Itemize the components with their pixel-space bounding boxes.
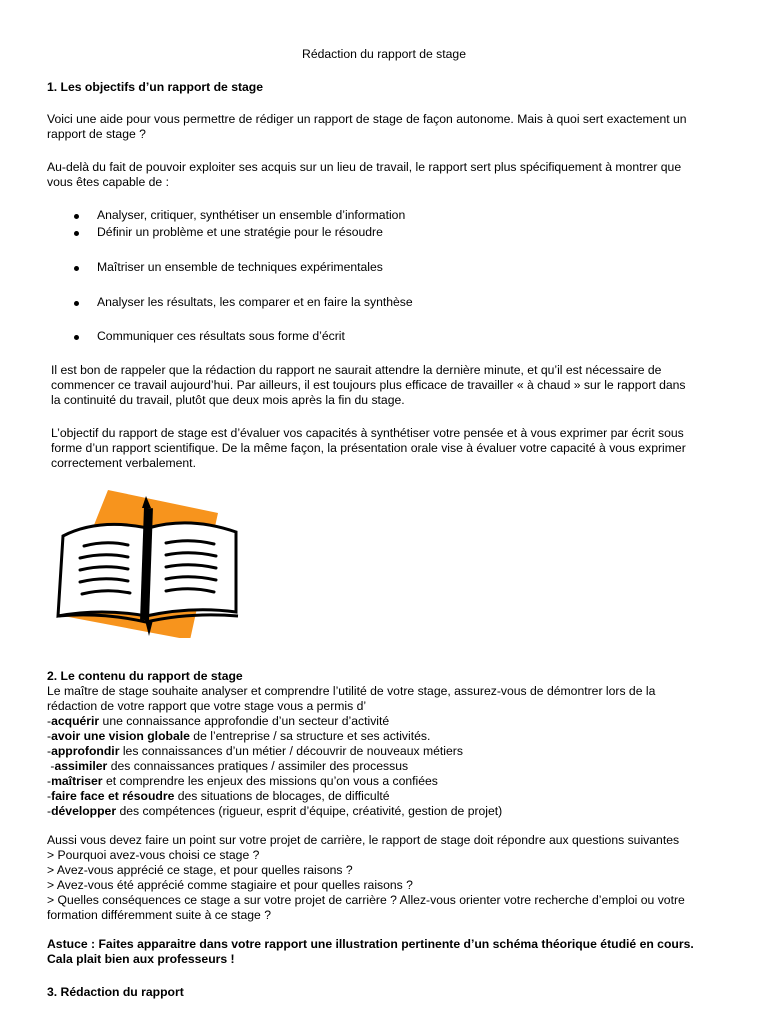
bullet-dot	[74, 231, 79, 236]
bullet-text: Communiquer ces résultats sous forme d’écrit	[97, 329, 345, 343]
bullet-dot	[74, 266, 79, 271]
bullet-dot	[74, 301, 79, 306]
bullet-text: Analyser les résultats, les comparer et en faire la synthèse	[97, 295, 413, 309]
question-line: > Avez-vous apprécié ce stage, et pour quelles raisons ?	[47, 863, 353, 877]
skills-list	[47, 714, 737, 819]
book-right-page	[146, 523, 236, 616]
section-1-intro	[47, 112, 737, 142]
section-1-heading: 1. Les objectifs d’un rapport de stage	[47, 80, 264, 94]
text-line: vous êtes capable de :	[47, 175, 169, 189]
text-line: correctement verbalement.	[51, 456, 196, 470]
text-line: rapport de stage ?	[47, 127, 146, 141]
bullet-text: Maîtriser un ensemble de techniques expérimentales	[97, 260, 383, 274]
questions-block	[47, 833, 737, 923]
tip-block	[47, 937, 737, 967]
section-2-heading: 2. Le contenu du rapport de stage	[47, 669, 243, 683]
bullet-text: Définir un problème et une stratégie pour le résoudre	[97, 225, 383, 239]
text-line: Il est bon de rappeler que la rédaction du rapport ne saurait attendre la dernière minute, et qu’il est nécessaire de	[51, 363, 662, 377]
text-line: rédaction de votre rapport que votre stage vous a permis d’	[47, 699, 367, 713]
text-line: Astuce : Faites apparaitre dans votre rapport une illustration pertinente d’un schéma théorique étudié en cours.	[47, 937, 694, 951]
text-line: Cala plait bien aux professeurs !	[47, 952, 235, 966]
bullet-dot	[74, 335, 79, 340]
book-left-page	[58, 524, 148, 616]
skill-item: -faire face et résoudre des situations de blocages, de difficulté	[47, 789, 390, 803]
question-line: formation différemment suite à ce stage ?	[47, 908, 272, 922]
text-line: L’objectif du rapport de stage est d’évaluer vos capacités à synthétiser votre pensée et à vous exprimer par écrit sous	[51, 426, 684, 440]
text-line: Le maître de stage souhaite analyser et comprendre l’utilité de votre stage, assurez-vous de démontrer lors de la	[47, 684, 656, 698]
paragraph-time	[51, 363, 741, 408]
text-line: Voici une aide pour vous permettre de rédiger un rapport de stage de façon autonome. Mais à quoi sert exactement un	[47, 112, 687, 126]
text-line: la continuité du travail, plutôt que deux mois après la fin du stage.	[51, 393, 405, 407]
skill-item: -avoir une vision globale de l’entreprise / sa structure et ses activités.	[47, 729, 431, 743]
skill-item: -acquérir une connaissance approfondie d’un secteur d’activité	[47, 714, 390, 728]
page-title: Rédaction du rapport de stage	[302, 47, 466, 61]
section-2-intro	[47, 684, 737, 714]
bullet-dot	[74, 214, 79, 219]
text-line: forme d’un rapport scientifique. De la même façon, la présentation orale vise à évaluer votre capacité à vous exprimer	[51, 441, 686, 455]
text-line: commencer ce travail aujourd’hui. Par ailleurs, il est toujours plus efficace de travailler « à chaud » sur le rapport dans	[51, 378, 686, 392]
text-line: Aussi vous devez faire un point sur votre projet de carrière, le rapport de stage doit répondre aux questions suivantes	[47, 833, 680, 847]
section-1-lead	[47, 160, 737, 190]
text-line: Au-delà du fait de pouvoir exploiter ses acquis sur un lieu de travail, le rapport sert plus spécifiquement à montrer que	[47, 160, 682, 174]
question-line: > Avez-vous été apprécié comme stagiaire et pour quelles raisons ?	[47, 878, 413, 892]
skill-item: -assimiler des connaissances pratiques / assimiler des processus	[47, 759, 409, 773]
question-line: > Pourquoi avez-vous choisi ce stage ?	[47, 848, 260, 862]
skill-item: -approfondir les connaissances d’un métier / découvrir de nouveaux métiers	[47, 744, 463, 758]
question-line: > Quelles conséquences ce stage a sur votre projet de carrière ? Allez-vous orienter votre recherche d’emploi ou votre	[47, 893, 685, 907]
bullet-text: Analyser, critiquer, synthétiser un ensemble d’information	[97, 208, 406, 222]
open-book-icon	[50, 488, 250, 638]
skill-item: -développer des compétences (rigueur, esprit d’équipe, créativité, gestion de projet)	[47, 804, 503, 818]
skill-item: -maîtriser et comprendre les enjeux des missions qu’on vous a confiées	[47, 774, 438, 788]
paragraph-goal	[51, 426, 741, 471]
section-3-heading: 3. Rédaction du rapport	[47, 985, 184, 999]
